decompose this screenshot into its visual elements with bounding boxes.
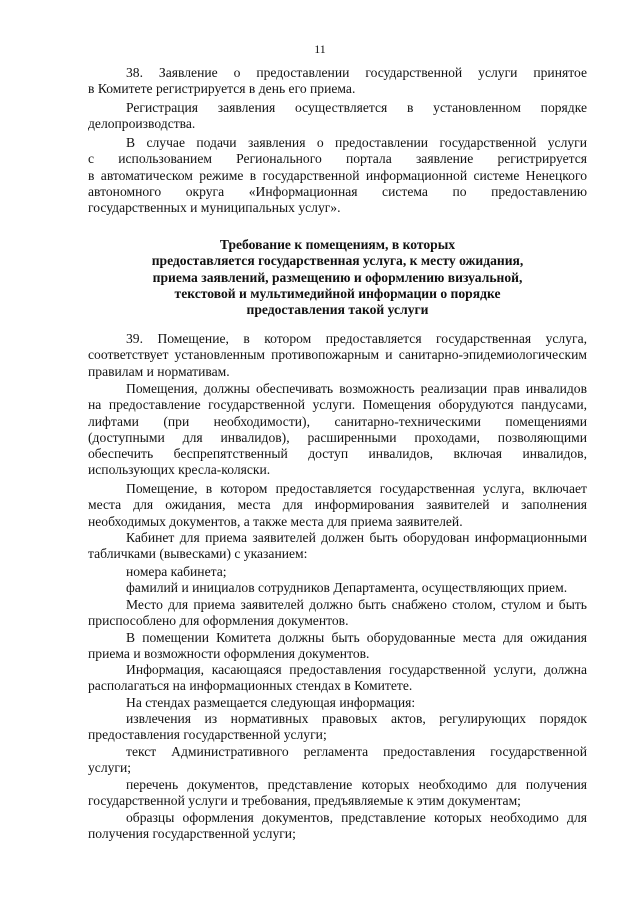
text-line: соответствует установленным противопожарным и санитарно-эпидемиологическим <box>88 347 587 363</box>
heading-line: предоставляется государственная услуга, к месту ожидания, <box>151 253 524 269</box>
paragraph-reception-place <box>88 597 587 630</box>
text-line: табличками (вывесками) с указанием: <box>88 546 308 562</box>
text-line: использующих кресла-коляски. <box>88 462 271 478</box>
text-line: в автоматическом режиме в государственной информационной системе Ненецкого <box>88 167 587 183</box>
text-line: В помещении Комитета должны быть оборудованные места для ожидания <box>126 630 587 645</box>
section-heading <box>88 237 587 318</box>
text-line: образцы оформления документов, представление которых необходимо для <box>126 810 587 825</box>
text-line: приема и возможности оформления документов. <box>88 646 370 662</box>
text-line: необходимых документов, а также места для приема заявителей. <box>88 513 463 529</box>
text-line: номера кабинета; <box>126 564 227 579</box>
text-line: на предоставление государственной услуги. Помещения оборудуются пандусами, <box>88 397 587 413</box>
text-line: Информация, касающаяся предоставления государственной услуги, должна <box>126 662 587 677</box>
list-item <box>88 777 587 810</box>
text-line: Кабинет для приема заявителей должен быть оборудован информационными <box>126 530 587 545</box>
text-line: государственной услуги и требования, предъявляемые к этим документам; <box>88 793 521 809</box>
text-line: фамилий и инициалов сотрудников Департамента, осуществляющих прием. <box>126 580 568 595</box>
list-item <box>88 810 587 843</box>
text-line: Помещения, должны обеспечивать возможность реализации прав инвалидов <box>126 381 587 396</box>
text-line: получения государственной услуги; <box>88 826 296 842</box>
text-line: обеспечить беспрепятственный доступ инвалидов, включая инвалидов, <box>88 446 587 462</box>
heading-line: текстовой и мультимедийной информации о порядке <box>174 285 501 301</box>
paragraph-info-stands <box>88 662 587 695</box>
list-item <box>88 744 587 777</box>
paragraph-39 <box>88 331 587 380</box>
text-line: в Комитете регистрируется в день его приема. <box>88 81 356 97</box>
text-line: услуги; <box>88 760 132 776</box>
text-line: автономного округа «Информационная система по предоставлению <box>88 183 587 199</box>
text-line: приспособлено для оформления документов. <box>88 613 349 629</box>
text-line: перечень документов, представление которых необходимо для получения <box>126 777 587 792</box>
page-number: 11 <box>314 42 326 56</box>
text-line: места для ожидания, места для информирования заявителей и заполнения <box>88 497 587 513</box>
paragraph-portal <box>88 135 587 216</box>
list-item <box>88 580 587 596</box>
text-line: Регистрация заявления осуществляется в установленном порядке <box>126 100 587 115</box>
text-line: текст Административного регламента предоставления государственной <box>126 744 587 759</box>
paragraph-stands-intro <box>88 695 587 711</box>
list-item <box>88 711 587 744</box>
text-line: Место для приема заявителей должно быть снабжено столом, стулом и быть <box>126 597 587 612</box>
heading-line: приема заявлений, размещению и оформлению визуальной, <box>152 269 523 285</box>
text-line: государственных и муниципальных услуг». <box>88 200 341 216</box>
paragraph-disabled-access <box>88 381 587 479</box>
paragraph-committee-premises <box>88 630 587 663</box>
text-line: 38. Заявление о предоставлении государственной услуги принятое <box>126 65 587 80</box>
text-line: лифтами (при необходимости), санитарно-техническими помещениями <box>88 413 587 429</box>
text-line: 39. Помещение, в котором предоставляется государственная услуга, <box>126 331 587 346</box>
text-line: с использованием Регионального портала заявление регистрируется <box>88 151 587 167</box>
text-line: (доступными для инвалидов), расширенными проходами, позволяющими <box>88 429 587 445</box>
text-line: На стендах размещается следующая информация: <box>126 695 416 710</box>
paragraph-38 <box>88 65 587 98</box>
text-line: располагаться на информационных стендах в Комитете. <box>88 678 413 694</box>
text-line: извлечения из нормативных правовых актов, регулирующих порядок <box>126 711 587 726</box>
heading-line: Требование к помещениям, в которых <box>219 237 456 252</box>
paragraph-registration <box>88 100 587 133</box>
text-line: В случае подачи заявления о предоставлении государственной услуги <box>126 135 587 150</box>
paragraph-waiting-areas <box>88 481 587 530</box>
heading-line: предоставления такой услуги <box>246 302 429 318</box>
paragraph-cabinet <box>88 530 587 563</box>
text-line: Помещение, в котором предоставляется государственная услуга, включает <box>126 481 587 496</box>
text-line: правилам и нормативам. <box>88 363 230 379</box>
text-line: предоставления государственной услуги; <box>88 727 327 743</box>
list-item <box>88 564 587 580</box>
text-line: делопроизводства. <box>88 116 196 132</box>
